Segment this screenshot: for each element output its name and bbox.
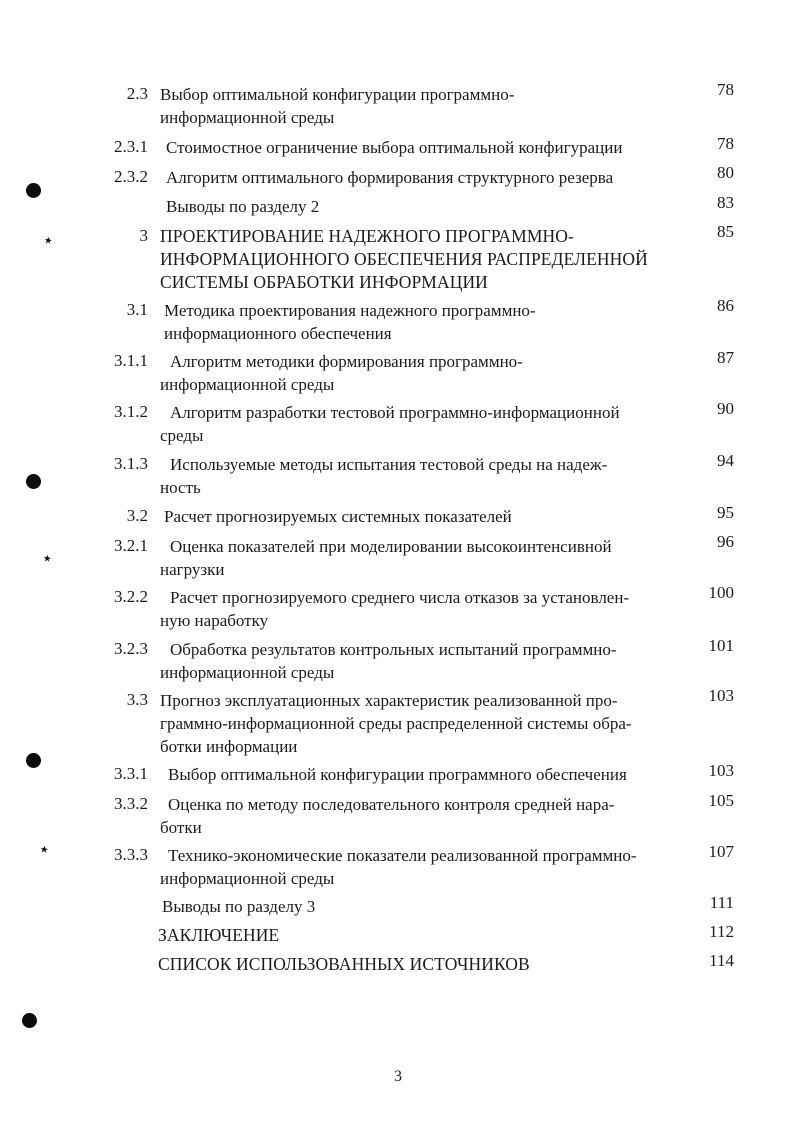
scan-speck-2 xyxy=(44,555,51,562)
toc-title-line: информационной среды xyxy=(160,869,335,888)
toc-title-line: ПРОЕКТИРОВАНИЕ НАДЕЖНОГО ПРОГРАММНО- xyxy=(160,226,574,246)
toc-page: 86 xyxy=(717,296,734,315)
toc-title xyxy=(162,895,692,918)
toc-page: 95 xyxy=(717,503,734,522)
toc-title xyxy=(166,195,696,218)
toc-title xyxy=(160,793,698,839)
toc-page: 78 xyxy=(717,134,734,153)
toc-title xyxy=(160,689,690,758)
toc-page: 90 xyxy=(717,399,734,418)
toc-title-line: Расчет прогнозируемого среднего числа отказов за установлен- xyxy=(170,588,630,607)
toc-number: 3 xyxy=(139,226,148,245)
toc-title-line: Алгоритм разработки тестовой программно-информационной xyxy=(170,403,620,422)
punch-hole-2 xyxy=(26,474,41,489)
toc-title-line: СИСТЕМЫ ОБРАБОТКИ ИНФОРМАЦИИ xyxy=(160,272,488,292)
toc-title-line: информационной среды xyxy=(160,108,335,127)
punch-hole-1 xyxy=(26,183,41,198)
toc-page: 114 xyxy=(709,951,734,970)
toc-title-line: ботки xyxy=(160,818,202,837)
toc-title-line: Выводы по разделу 3 xyxy=(162,897,316,916)
toc-title xyxy=(160,844,698,890)
toc-title-line: ность xyxy=(160,478,201,497)
toc-title-line: среды xyxy=(160,426,204,445)
punch-hole-3 xyxy=(26,753,41,768)
toc-title-line: Алгоритм методики формирования программно- xyxy=(170,352,523,371)
toc-page: 80 xyxy=(717,163,734,182)
scan-speck-3 xyxy=(41,846,48,853)
toc-title-line: Расчет прогнозируемых системных показателей xyxy=(164,507,512,526)
toc-number: 3.2.2 xyxy=(114,587,148,606)
toc-title-line: Технико-экономические показатели реализованной программно- xyxy=(168,846,637,865)
toc-page: 103 xyxy=(708,761,734,780)
toc-number: 3.2 xyxy=(126,506,148,525)
toc-number: 3.1 xyxy=(126,300,148,319)
toc-title xyxy=(160,83,690,129)
toc-title-line: Выводы по разделу 2 xyxy=(166,197,320,216)
toc-title-line: граммно-информационной среды распределенной системы обра- xyxy=(160,714,632,733)
toc-number: 3.2.1 xyxy=(114,536,148,555)
toc-number: 3.1.2 xyxy=(114,402,148,421)
toc-title xyxy=(164,505,694,528)
toc-number: 3.3.1 xyxy=(114,764,148,783)
toc-number: 2.3.1 xyxy=(114,137,148,156)
toc-page: 100 xyxy=(708,583,734,602)
toc-title-line: Прогноз эксплуатационных характеристик реализованной про- xyxy=(160,691,618,710)
toc-page: 111 xyxy=(709,893,734,912)
toc-title xyxy=(166,136,696,159)
toc-page: 78 xyxy=(717,80,734,99)
toc-title xyxy=(158,924,688,947)
toc-number: 3.2.3 xyxy=(114,639,148,658)
toc-title-line: ИНФОРМАЦИОННОГО ОБЕСПЕЧЕНИЯ РАСПРЕДЕЛЕННОЙ xyxy=(160,249,648,269)
toc-title-line: Используемые методы испытания тестовой среды на надеж- xyxy=(170,455,608,474)
toc-title-line: информационного обеспечения xyxy=(164,324,392,343)
punch-hole-4 xyxy=(22,1013,37,1028)
toc-title-line: Выбор оптимальной конфигурации программного обеспечения xyxy=(168,765,627,784)
toc-title-line: Алгоритм оптимального формирования структурного резерва xyxy=(166,168,614,187)
toc-number: 3.1.3 xyxy=(114,454,148,473)
toc-number: 3.3 xyxy=(126,690,148,709)
toc-title-line: СПИСОК ИСПОЛЬЗОВАННЫХ ИСТОЧНИКОВ xyxy=(158,954,530,974)
toc-number: 2.3.2 xyxy=(114,167,148,186)
toc-title-line: ботки информации xyxy=(160,737,298,756)
toc-title-line: ную наработку xyxy=(160,611,269,630)
toc-title-line: информационной среды xyxy=(160,663,335,682)
toc-page: 112 xyxy=(709,922,734,941)
toc-number: 3.3.2 xyxy=(114,794,148,813)
toc-title-line: Оценка показателей при моделировании высокоинтенсивной xyxy=(170,537,612,556)
toc-number: 2.3 xyxy=(126,84,148,103)
toc-page: 107 xyxy=(708,842,734,861)
toc-title xyxy=(160,350,700,396)
page-number: 3 xyxy=(394,1068,402,1085)
toc-title xyxy=(168,763,698,786)
toc-page: 85 xyxy=(717,222,734,241)
toc-title xyxy=(160,453,700,499)
toc-title-line: Выбор оптимальной конфигурации программно- xyxy=(160,85,515,104)
toc-title xyxy=(158,953,688,976)
toc-title xyxy=(160,225,690,294)
toc-title xyxy=(166,166,696,189)
toc-title xyxy=(160,401,700,447)
toc-page: 96 xyxy=(717,532,734,551)
toc-title xyxy=(164,299,694,345)
toc-page: 103 xyxy=(708,686,734,705)
toc-title-line: Методика проектирования надежного программно- xyxy=(164,301,536,320)
toc-title-line: ЗАКЛЮЧЕНИЕ xyxy=(158,925,280,945)
toc-title-line: информационной среды xyxy=(160,375,335,394)
toc-title-line: нагрузки xyxy=(160,560,225,579)
scan-speck-1 xyxy=(45,237,52,244)
toc-title xyxy=(160,586,700,632)
toc-page: 83 xyxy=(717,193,734,212)
toc-number: 3.1.1 xyxy=(114,351,148,370)
toc-page: 87 xyxy=(717,348,734,367)
toc-title xyxy=(160,638,700,684)
toc-title-line: Обработка результатов контрольных испытаний программно- xyxy=(170,640,617,659)
toc-number: 3.3.3 xyxy=(114,845,148,864)
toc-title-line: Стоимостное ограничение выбора оптимальной конфигурации xyxy=(166,138,623,157)
toc-page: 105 xyxy=(708,791,734,810)
toc-title-line: Оценка по методу последовательного контроля средней нара- xyxy=(168,795,615,814)
toc-title xyxy=(160,535,700,581)
toc-page: 101 xyxy=(708,636,734,655)
toc-page: 94 xyxy=(717,451,734,470)
